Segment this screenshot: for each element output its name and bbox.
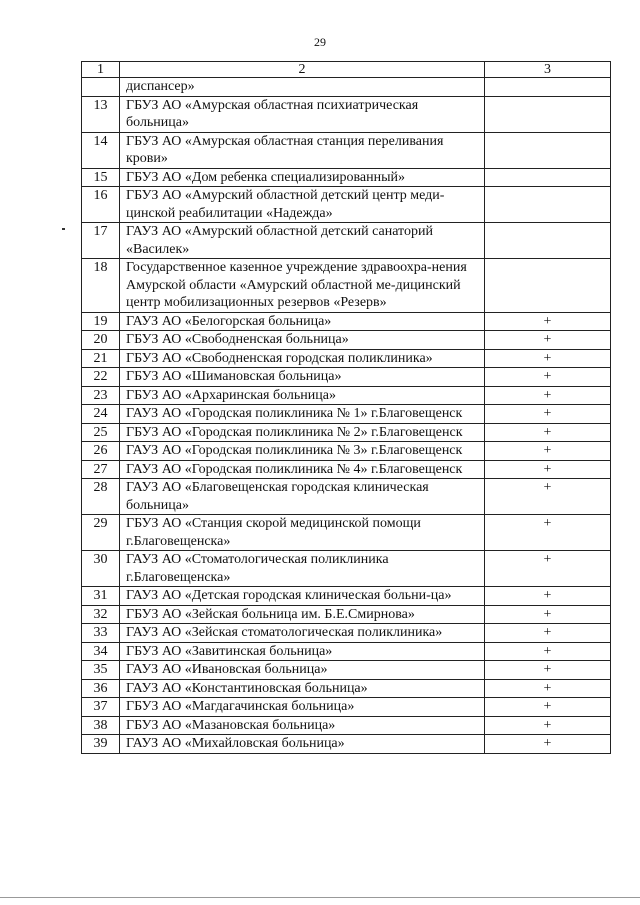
mark-cell: +: [485, 642, 611, 661]
mark-cell: +: [485, 331, 611, 350]
row-number-cell: 34: [82, 642, 120, 661]
table-row: [82, 405, 611, 424]
mark-cell: [485, 132, 611, 168]
row-number-cell: 23: [82, 386, 120, 405]
table-row: [82, 96, 611, 132]
institution-name-cell: ГАУЗ АО «Детская городская клиническая больни-ца»: [120, 587, 485, 606]
mark-cell: +: [485, 698, 611, 717]
mark-cell: +: [485, 312, 611, 331]
row-number-cell: 33: [82, 624, 120, 643]
table-row: [82, 735, 611, 754]
page-number: 29: [314, 35, 326, 49]
mark-cell: +: [485, 460, 611, 479]
institution-name-cell: ГАУЗ АО «Городская поликлиника № 1» г.Благовещенск: [120, 405, 485, 424]
table-row: [82, 349, 611, 368]
mark-cell: +: [485, 661, 611, 680]
row-number-cell: 37: [82, 698, 120, 717]
row-number-cell: 32: [82, 605, 120, 624]
institution-name-cell: ГБУЗ АО «Шимановская больница»: [120, 368, 485, 387]
mark-cell: +: [485, 442, 611, 461]
mark-cell: [485, 168, 611, 187]
table-row: [82, 716, 611, 735]
table-row: [82, 386, 611, 405]
table-row: [82, 698, 611, 717]
mark-cell: +: [485, 515, 611, 551]
mark-cell: +: [485, 479, 611, 515]
institution-name-cell: ГБУЗ АО «Архаринская больница»: [120, 386, 485, 405]
institution-name-cell: ГБУЗ АО «Амурский областной детский центр меди-цинской реабилитации «Надежда»: [120, 187, 485, 223]
row-number-cell: 24: [82, 405, 120, 424]
mark-cell: [485, 223, 611, 259]
mark-cell: +: [485, 679, 611, 698]
table-row: [82, 442, 611, 461]
table-row: [82, 479, 611, 515]
row-number-cell: 28: [82, 479, 120, 515]
row-number-cell: [82, 78, 120, 97]
mark-cell: [485, 187, 611, 223]
institution-name-cell: ГБУЗ АО «Свободненская городская поликлиника»: [120, 349, 485, 368]
mark-cell: [485, 259, 611, 313]
row-number-cell: 13: [82, 96, 120, 132]
institution-name-cell: ГБУЗ АО «Мазановская больница»: [120, 716, 485, 735]
header-col-2: 2: [120, 62, 485, 78]
mark-cell: +: [485, 624, 611, 643]
institution-name-cell: ГАУЗ АО «Белогорская больница»: [120, 312, 485, 331]
table-row: [82, 661, 611, 680]
table-row: [82, 331, 611, 350]
institution-name-cell: ГАУЗ АО «Ивановская больница»: [120, 661, 485, 680]
institution-name-cell: ГБУЗ АО «Завитинская больница»: [120, 642, 485, 661]
institution-name-cell: ГАУЗ АО «Константиновская больница»: [120, 679, 485, 698]
table-row: [82, 312, 611, 331]
institution-name-cell: ГАУЗ АО «Городская поликлиника № 3» г.Благовещенск: [120, 442, 485, 461]
mark-cell: +: [485, 605, 611, 624]
table-row: [82, 605, 611, 624]
table-row: [82, 423, 611, 442]
institution-name-cell: ГАУЗ АО «Зейская стоматологическая поликлиника»: [120, 624, 485, 643]
table-body: [82, 62, 611, 754]
row-number-cell: 25: [82, 423, 120, 442]
row-number-cell: 29: [82, 515, 120, 551]
row-number-cell: 21: [82, 349, 120, 368]
institution-name-cell: ГАУЗ АО «Городская поликлиника № 4» г.Благовещенск: [120, 460, 485, 479]
row-number-cell: 16: [82, 187, 120, 223]
table-row: [82, 259, 611, 313]
table-row: [82, 515, 611, 551]
mark-cell: +: [485, 368, 611, 387]
row-number-cell: 30: [82, 551, 120, 587]
row-number-cell: 20: [82, 331, 120, 350]
institution-name-cell: ГАУЗ АО «Амурский областной детский санаторий «Василек»: [120, 223, 485, 259]
institution-name-cell: ГБУЗ АО «Станция скорой медицинской помощи г.Благовещенска»: [120, 515, 485, 551]
institution-name-cell: ГБУЗ АО «Амурская областная станция переливания крови»: [120, 132, 485, 168]
row-number-cell: 22: [82, 368, 120, 387]
table-row: [82, 78, 611, 97]
institution-name-cell: ГБУЗ АО «Дом ребенка специализированный»: [120, 168, 485, 187]
scan-edge-line: [0, 897, 640, 898]
institution-name-cell: диспансер»: [120, 78, 485, 97]
row-number-cell: 31: [82, 587, 120, 606]
table-row: [82, 168, 611, 187]
institution-name-cell: ГАУЗ АО «Стоматологическая поликлиника г.Благовещенска»: [120, 551, 485, 587]
row-number-cell: 27: [82, 460, 120, 479]
row-number-cell: 14: [82, 132, 120, 168]
table-row: [82, 132, 611, 168]
table-row: [82, 460, 611, 479]
table-row: [82, 624, 611, 643]
mark-cell: +: [485, 386, 611, 405]
institution-name-cell: ГБУЗ АО «Амурская областная психиатрическая больница»: [120, 96, 485, 132]
mark-cell: +: [485, 551, 611, 587]
row-number-cell: 39: [82, 735, 120, 754]
mark-cell: +: [485, 735, 611, 754]
header-col-1: 1: [82, 62, 120, 78]
mark-cell: +: [485, 423, 611, 442]
table-row: [82, 642, 611, 661]
institution-name-cell: Государственное казенное учреждение здравоохра-нения Амурской области «Амурский областной ме-дицинский центр мобилизационных резервов «Резерв»: [120, 259, 485, 313]
row-number-cell: 18: [82, 259, 120, 313]
table-row: [82, 368, 611, 387]
row-number-cell: 19: [82, 312, 120, 331]
row-number-cell: 35: [82, 661, 120, 680]
institution-name-cell: ГБУЗ АО «Свободненская больница»: [120, 331, 485, 350]
header-col-3: 3: [485, 62, 611, 78]
mark-cell: [485, 96, 611, 132]
mark-cell: +: [485, 716, 611, 735]
row-number-cell: 17: [82, 223, 120, 259]
mark-cell: [485, 78, 611, 97]
table-header-row: [82, 62, 611, 78]
table-row: [82, 679, 611, 698]
institutions-table: [81, 61, 611, 754]
row-number-cell: 36: [82, 679, 120, 698]
table-row: [82, 223, 611, 259]
row-number-cell: 15: [82, 168, 120, 187]
institution-name-cell: ГБУЗ АО «Зейская больница им. Б.Е.Смирнова»: [120, 605, 485, 624]
row-number-cell: 38: [82, 716, 120, 735]
table-row: [82, 587, 611, 606]
mark-cell: +: [485, 349, 611, 368]
mark-cell: +: [485, 587, 611, 606]
institution-name-cell: ГБУЗ АО «Магдагачинская больница»: [120, 698, 485, 717]
institution-name-cell: ГАУЗ АО «Михайловская больница»: [120, 735, 485, 754]
table-row: [82, 187, 611, 223]
table-row: [82, 551, 611, 587]
row-number-cell: 26: [82, 442, 120, 461]
mark-cell: +: [485, 405, 611, 424]
institution-name-cell: ГБУЗ АО «Городская поликлиника № 2» г.Благовещенск: [120, 423, 485, 442]
institution-name-cell: ГАУЗ АО «Благовещенская городская клиническая больница»: [120, 479, 485, 515]
scan-speck: [62, 228, 65, 230]
